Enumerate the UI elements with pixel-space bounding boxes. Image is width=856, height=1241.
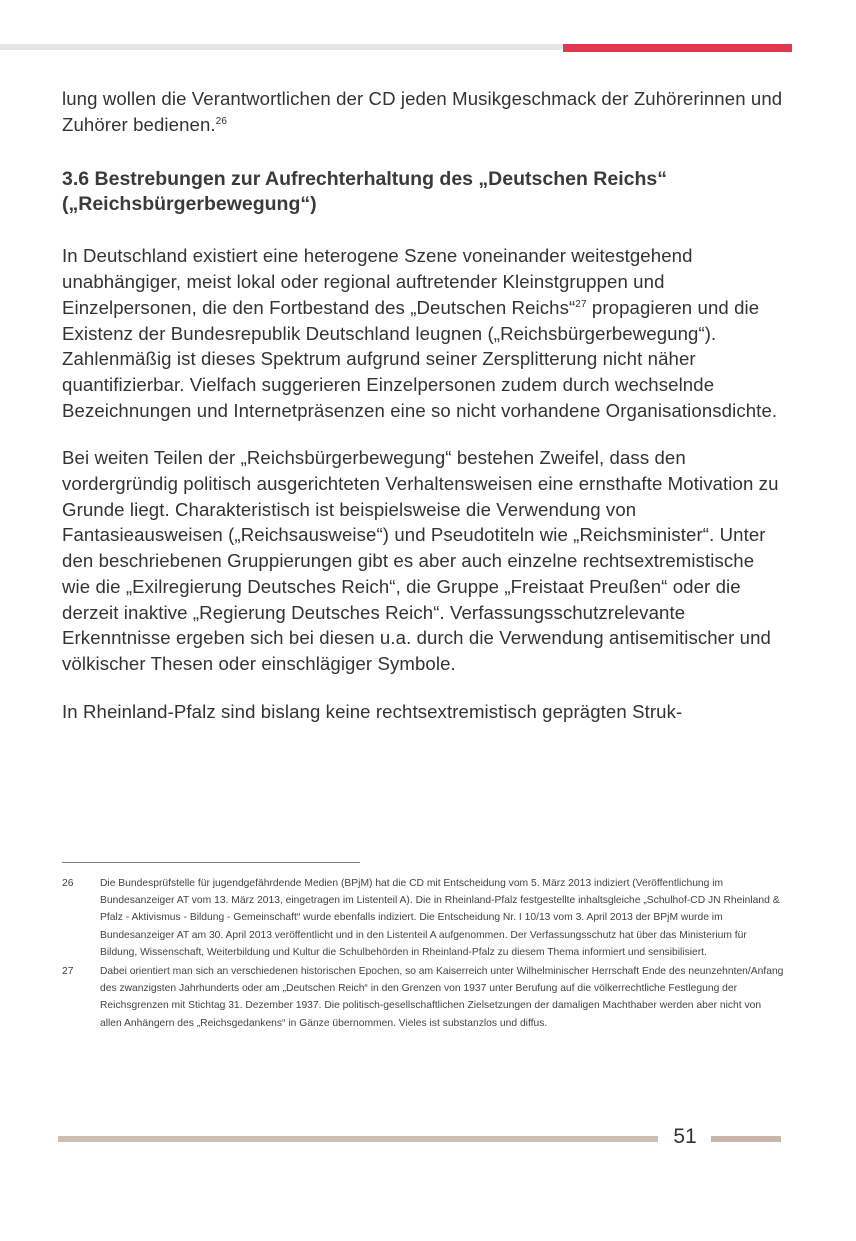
footnote-26 [62,875,784,961]
footnote-number: 26 [62,878,74,889]
main-text [62,86,784,724]
paragraph-1-text: lung wollen die Verantwortlichen der CD jeden Musikgeschmack der Zuhörerinnen und Zuhörer bedienen. [62,88,783,135]
page-number: 51 [673,1125,697,1148]
top-accent-bar [563,44,792,52]
footnotes [62,875,784,1034]
footnote-divider [62,862,360,863]
footnote-number: 27 [62,966,74,978]
top-rule [0,44,565,50]
footnote-27 [62,963,784,1032]
footnote-ref-26[interactable]: 26 [215,115,227,127]
paragraph-4: In Rheinland-Pfalz sind bislang keine rechtsextremistisch geprägten Struk- [62,700,683,722]
bottom-rule-left [58,1136,658,1142]
paragraph-2-text-a: In Deutschland existiert eine heterogene Szene voneinander weitestgehend unabhängiger, meist lokal oder regional auftretender Kleinstgruppen und Einzelpersonen, die den Fortbestand des „Deutschen Reichs“ [62,245,693,318]
paragraph-1 [62,86,784,137]
footnote-text: Dabei orientiert man sich an verschiedenen historischen Epochen, so am Kaiserreich unter Wilhelminischer Herrschaft Ende des neunzehnten/Anfang des zwanzigsten Jahrhunderts oder am „Deutschen Reich“ in den Grenzen von 1937 unter Berufung auf die völkerrechtliche Festlegung der Reichsgrenzen mit Stichtag 31. Dezember 1937. Die politisch-gesellschaftlichen Zielsetzungen der damaligen Machthaber werden aber nicht von allen Anhängern des „Reichsgedankens“ in Gänze übernommen. Vieles ist substanzlos und diffus. [100,966,784,1029]
section-heading: 3.6 Bestrebungen zur Aufrechterhaltung des „Deutschen Reichs“ („Reichsbürgerbewegung“) [62,168,667,216]
paragraph-2 [62,243,784,423]
paragraph-2-text-b: propagieren und die Existenz der Bundesrepublik Deutschland leugnen („Reichsbürgerbewegung“). Zahlenmäßig ist dieses Spektrum aufgrund seiner Zersplitterung nicht näher quantifizierbar. Vielfach suggerieren Einzelpersonen zudem durch wechselnde Bezeichnungen und Internetpräsenzen eine so nicht vorhandene Organisationsdichte. [62,296,778,421]
bottom-rule-right [711,1136,781,1142]
footnote-ref-27[interactable]: 27 [575,298,587,310]
paragraph-3: Bei weiten Teilen der „Reichsbürgerbewegung“ bestehen Zweifel, dass den vordergründig politisch ausgerichteten Verhaltensweisen eine ernsthafte Motivation zu Grunde liegt. Charakteristisch ist beispielsweise die Verwendung von Fantasieausweisen („Reichsausweise“) und Pseudotiteln wie „Reichsminister“. Unter den beschriebenen Gruppierungen gibt es aber auch einzelne rechtsextremistische wie die „Exilregierung Deutsches Reich“, die Gruppe „Freistaat Preußen“ oder die derzeit inaktive „Regierung Deutsches Reich“. Verfassungsschutzrelevante Erkenntnisse ergeben sich bei diesen u.a. durch die Verwendung antisemitischer und völkischer Thesen oder einschlägiger Symbole. [62,447,779,674]
footnote-text: Die Bundesprüfstelle für jugendgefährdende Medien (BPjM) hat die CD mit Entscheidung vom 5. März 2013 indiziert (Veröffentlichung im Bundesanzeiger AT vom 13. März 2013, eingetragen im Listenteil A). Die in Rheinland-Pfalz festgestellte inhaltsgleiche „Schulhof-CD JN Rheinland & Pfalz - Aktivismus - Bildung - Gemeinschaft“ wurde ebenfalls indiziert. Die Entscheidung Nr. I 10/13 vom 3. April 2013 der BPjM wurde im Bundesanzeiger AT am 30. April 2013 veröffentlicht und in den Listenteil A aufgenommen. Der Verfassungsschutz hat über das Ministerium für Bildung, Wissenschaft, Weiterbildung und Kultur die Schulbehörden in Rheinland-Pfalz zu diesem Thema informiert und sensibilisiert. [100,878,780,958]
